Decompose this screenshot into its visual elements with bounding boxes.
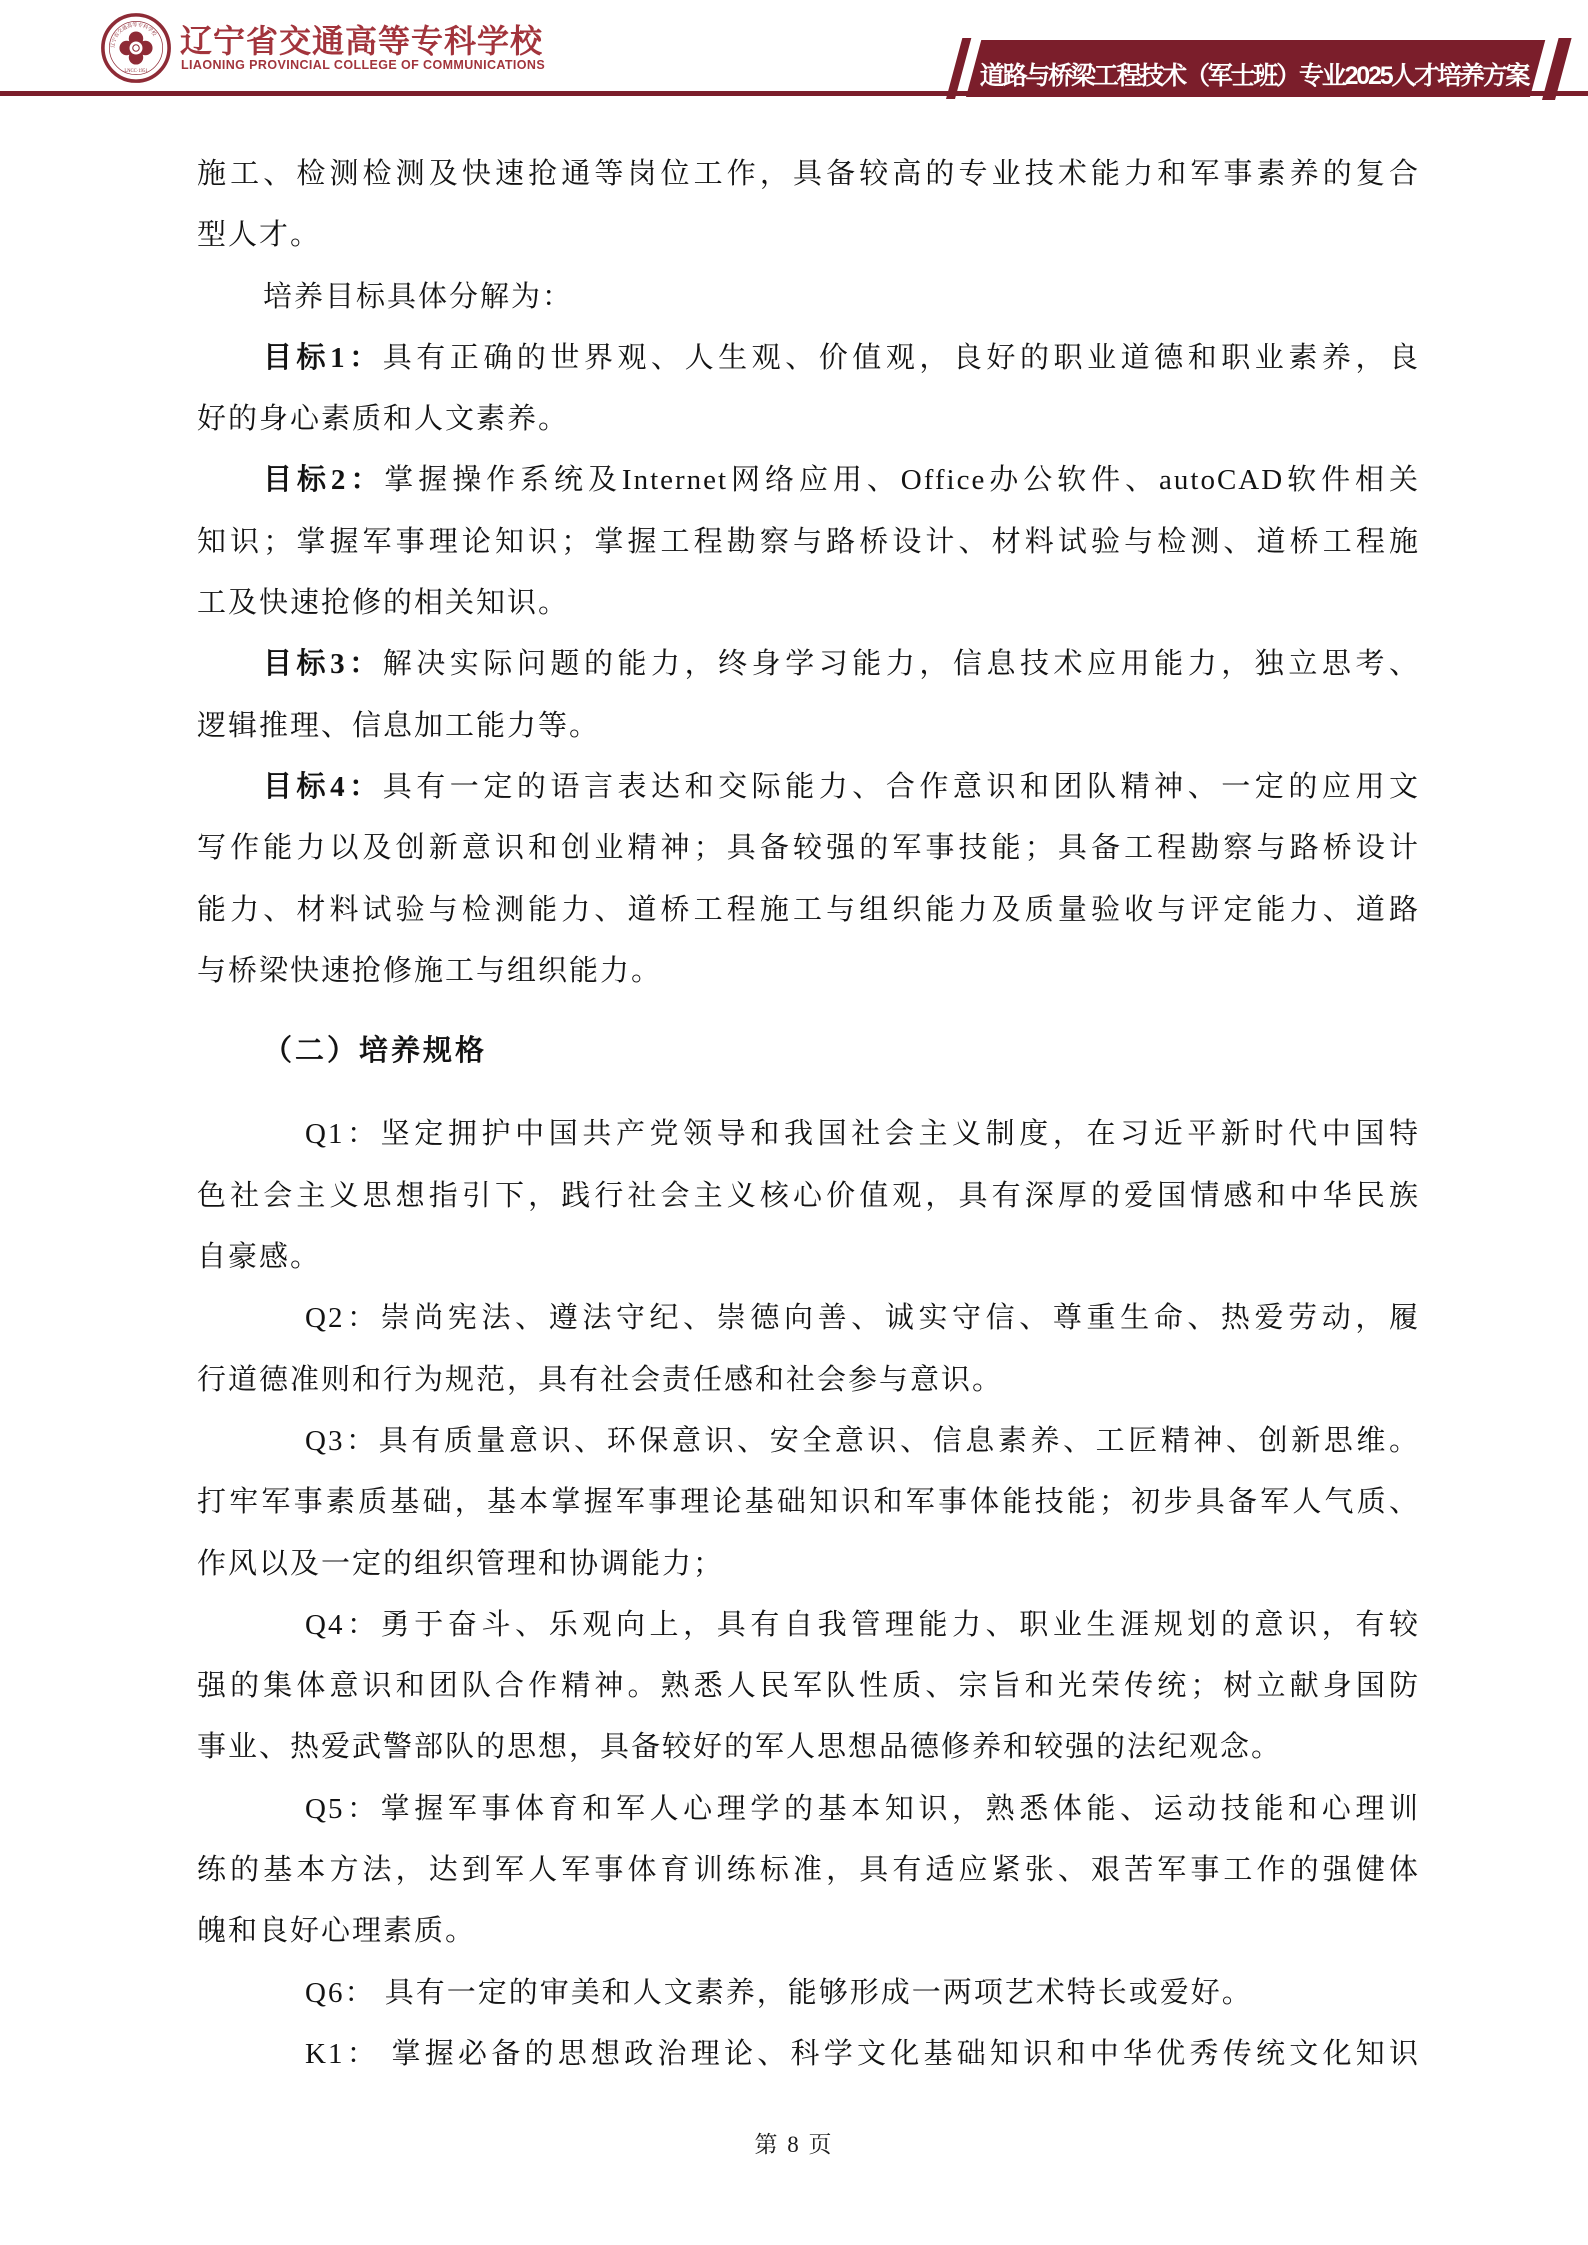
body-line: 作风以及一定的组织管理和协调能力；: [197, 1547, 725, 1580]
paragraph-label: 目标4：: [263, 770, 383, 803]
body-line: 事业、热爱武警部队的思想，具备较好的军人思想品德修养和较强的法纪观念。: [197, 1731, 1283, 1764]
body-line: 好的身心素质和人文素养。: [197, 403, 570, 436]
document-body: [197, 144, 1420, 2085]
body-line: 打牢军事素质基础，基本掌握军事理论基础知识和军事体能技能；初步具备军人气质、: [197, 1486, 1420, 1519]
body-line: 与桥梁快速抢修施工与组织能力。: [197, 954, 663, 987]
body-line: 知识；掌握军事理论知识；掌握工程勘察与路桥设计、材料试验与检测、道桥工程施: [197, 525, 1420, 558]
school-name-zh: 辽宁省交通高等专科学校: [180, 23, 544, 59]
banner-title: 道路与桥梁工程技术（军士班）专业2025人才培养方案: [979, 62, 1529, 90]
school-seal-icon: [100, 12, 172, 84]
body-line: 练的基本方法，达到军人军事体育训练标准，具有适应紧张、艰苦军事工作的强健体: [197, 1854, 1420, 1887]
section-heading: （二）培养规格: [263, 1035, 488, 1068]
body-line: 目标4：具有一定的语言表达和交际能力、合作意识和团队精神、一定的应用文: [263, 770, 1420, 803]
seal-caption: LNCC·1951: [124, 68, 148, 74]
page-footer: [0, 2126, 1588, 2159]
body-line: Q4：勇于奋斗、乐观向上，具有自我管理能力、职业生涯规划的意识，有较: [305, 1608, 1420, 1641]
body-line: Q2：崇尚宪法、遵法守纪、崇德向善、诚实守信、尊重生命、热爱劳动，履: [305, 1302, 1420, 1335]
body-line: 目标3：解决实际问题的能力，终身学习能力，信息技术应用能力，独立思考、: [263, 648, 1420, 681]
body-line: 行道德准则和行为规范，具有社会责任感和社会参与意识。: [197, 1363, 1004, 1396]
body-line: 色社会主义思想指引下，践行社会主义核心价值观，具有深厚的爱国情感和中华民族: [197, 1179, 1420, 1212]
body-line: 型人才。: [197, 219, 322, 252]
body-line: Q1：坚定拥护中国共产党领导和我国社会主义制度，在习近平新时代中国特: [305, 1118, 1420, 1151]
body-line: 强的集体意识和团队合作精神。熟悉人民军队性质、宗旨和光荣传统；树立献身国防: [197, 1670, 1420, 1703]
paragraph-label: 目标3：: [263, 648, 383, 681]
body-line: 写作能力以及创新意识和创业精神；具备较强的军事技能；具备工程勘察与路桥设计: [197, 832, 1420, 865]
body-line: Q3：具有质量意识、环保意识、安全意识、信息素养、工匠精神、创新思维。: [305, 1424, 1420, 1457]
seal-ring-text: 辽宁省交通高等专科学校: [111, 23, 157, 49]
school-name-en: LIAONING PROVINCIAL COLLEGE OF COMMUNICATIONS: [181, 58, 546, 72]
page-header: [0, 0, 1588, 102]
paragraph-label: 目标2：: [263, 464, 385, 497]
body-line: 自豪感。: [197, 1241, 322, 1274]
header-rule: [0, 91, 1588, 96]
body-line: 施工、检测检测及快速抢通等岗位工作，具备较高的专业技术能力和军事素养的复合: [197, 158, 1420, 190]
body-line: 培养目标具体分解为：: [263, 280, 574, 313]
body-line: Q5：掌握军事体育和军人心理学的基本知识，熟悉体能、运动技能和心理训: [305, 1792, 1420, 1825]
body-line: 目标1：具有正确的世界观、人生观、价值观，良好的职业道德和职业素养，良: [263, 341, 1420, 374]
body-line: 能力、材料试验与检测能力、道桥工程施工与组织能力及质量验收与评定能力、道路: [197, 893, 1420, 926]
body-line: 工及快速抢修的相关知识。: [197, 587, 570, 620]
page-number: 第 8 页: [754, 2132, 834, 2157]
body-line: 魄和良好心理素质。: [197, 1915, 477, 1948]
body-line: 目标2：掌握操作系统及Internet网络应用、Office办公软件、autoCAD软件相关: [263, 464, 1420, 497]
body-line: 逻辑推理、信息加工能力等。: [197, 709, 601, 742]
body-line: Q6： 具有一定的审美和人文素养，能够形成一两项艺术特长或爱好。: [305, 1976, 1253, 2009]
paragraph-label: 目标1：: [263, 341, 383, 374]
body-line: K1： 掌握必备的思想政治理论、科学文化基础知识和中华优秀传统文化知识: [305, 2037, 1420, 2070]
